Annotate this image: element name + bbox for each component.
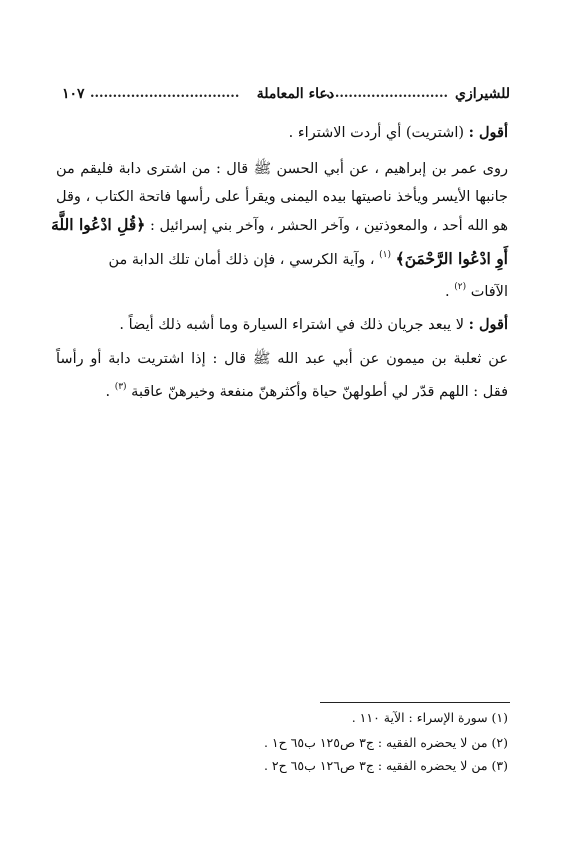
footnote-ref-3: (٣) (114, 382, 127, 392)
paragraph-3 (56, 314, 508, 336)
quran-verse-end: أَوِ ادْعُوا الرَّحْمَنَ﴾ (395, 249, 508, 268)
paragraph-2-line-2: جانبها الأيسر ويأخذ ناصيتها بيده اليمنى ويقرأ على رأسها فاتحة الكتاب ، وقل (56, 189, 508, 205)
footnote-ref-2: (٢) (454, 282, 467, 292)
footnote-3: (٣) من لا يحضره الفقيه : ج٣ ص١٢٦ ب٦٥ ح٢ . (263, 758, 508, 773)
quran-verse-start: ﴿قُلِ ادْعُوا اللَّهَ (51, 215, 146, 234)
paragraph-2-line-5 (56, 276, 508, 303)
paragraph-1-text: (اشتريت) أي أردت الاشتراء . (288, 125, 464, 141)
paragraph-3-label: أقول : (468, 316, 508, 333)
header-title: دعاء المعاملة (256, 86, 334, 102)
paragraph-2-line-3 (51, 214, 508, 237)
paragraph-1-label: أقول : (468, 124, 508, 141)
paragraph-2-line-3-text: هو الله أحد ، والمعوذتين ، وآخر الحشر ، وآخر بني إسرائيل : (149, 218, 508, 234)
header-author: للشيرازي (455, 86, 510, 102)
page-number: ١٠٧ (62, 86, 85, 102)
paragraph-3-text: لا يبعد جريان ذلك في اشتراء السيارة وما أشبه ذلك أيضاً . (119, 317, 464, 333)
paragraph-4-line-2-text: فقل : اللهم قدّر لي أطولهنّ حياة وأكثرهنّ منفعة وخيرهنّ عاقبة (131, 384, 508, 400)
paragraph-1 (56, 122, 508, 144)
paragraph-2-line-5-text: الآفات (470, 284, 508, 300)
footnote-separator (320, 702, 510, 703)
paragraph-2-line-1: روى عمر بن إبراهيم ، عن أبي الحسن ﷺ قال : من اشترى دابة فليقم من (56, 161, 508, 177)
paragraph-2-line-4 (56, 244, 508, 271)
paragraph-4-line-1: عن ثعلبة بن ميمون عن أبي عبد الله ﷺ قال : إذا اشتريت دابة أو رأساً (56, 351, 508, 367)
header-dots-right: ............................ (321, 86, 448, 101)
footnote-2: (٢) من لا يحضره الفقيه : ج٣ ص١٢٥ ب٦٥ ح١ . (263, 735, 508, 750)
page-header (62, 86, 510, 108)
paragraph-4-line-2 (56, 376, 508, 403)
footnote-ref-1: (١) (379, 250, 392, 260)
paragraph-2-line-5-end: . (444, 284, 450, 300)
header-dots-left: ................................. (90, 86, 240, 101)
paragraph-4-line-2-end: . (105, 384, 111, 400)
paragraph-2-line-4-text: ، وآية الكرسي ، فإن ذلك أمان تلك الدابة من (108, 252, 375, 268)
footnote-1: (١) سورة الإسراء : الآية ١١٠ . (351, 710, 508, 725)
